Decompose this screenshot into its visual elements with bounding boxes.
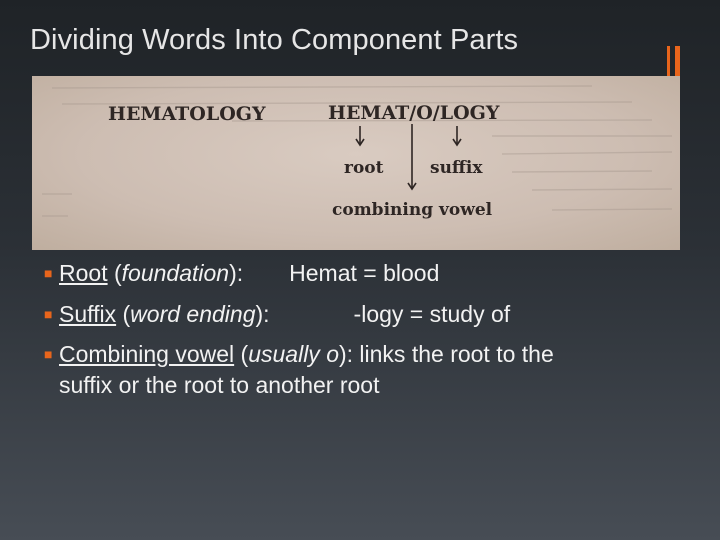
term-root: Root xyxy=(59,260,108,286)
bullet-square-icon: ■ xyxy=(44,306,53,322)
accent-bar-thin xyxy=(667,46,670,78)
bullet-root xyxy=(44,258,694,289)
textbook-photo xyxy=(32,76,680,250)
bullet-suffix xyxy=(44,299,694,330)
label-suffix: suffix xyxy=(430,158,483,178)
paren: ): links the root to the xyxy=(338,341,554,367)
label-combining-vowel: combining vowel xyxy=(332,200,493,220)
value-suffix: -logy = study of xyxy=(353,301,511,327)
bullet-square-icon: ■ xyxy=(44,346,53,362)
bullet-list xyxy=(44,258,694,401)
paren: ): xyxy=(255,301,270,327)
paren: ( xyxy=(234,341,249,367)
note-suffix: word ending xyxy=(130,301,256,327)
paren: ( xyxy=(107,260,122,286)
word-hematology: HEMATOLOGY xyxy=(108,103,266,125)
value-root: Hemat = blood xyxy=(289,260,440,286)
word-hemat-o-logy: HEMAT/O/LOGY xyxy=(328,102,500,124)
term-combining-vowel: Combining vowel xyxy=(59,341,235,367)
note-combining-vowel: usually o xyxy=(248,341,339,367)
arrows xyxy=(356,124,461,189)
value-combining-vowel: suffix or the root to another root xyxy=(59,372,380,398)
paren: ): xyxy=(229,260,244,286)
term-suffix: Suffix xyxy=(59,301,117,327)
paren: ( xyxy=(116,301,131,327)
slide-title: Dividing Words Into Component Parts xyxy=(30,24,519,56)
label-root: root xyxy=(344,158,384,178)
bullet-combining-vowel xyxy=(44,339,694,401)
textbook-diagram xyxy=(32,76,680,250)
bullet-square-icon: ■ xyxy=(44,265,53,281)
note-root: foundation xyxy=(121,260,230,286)
